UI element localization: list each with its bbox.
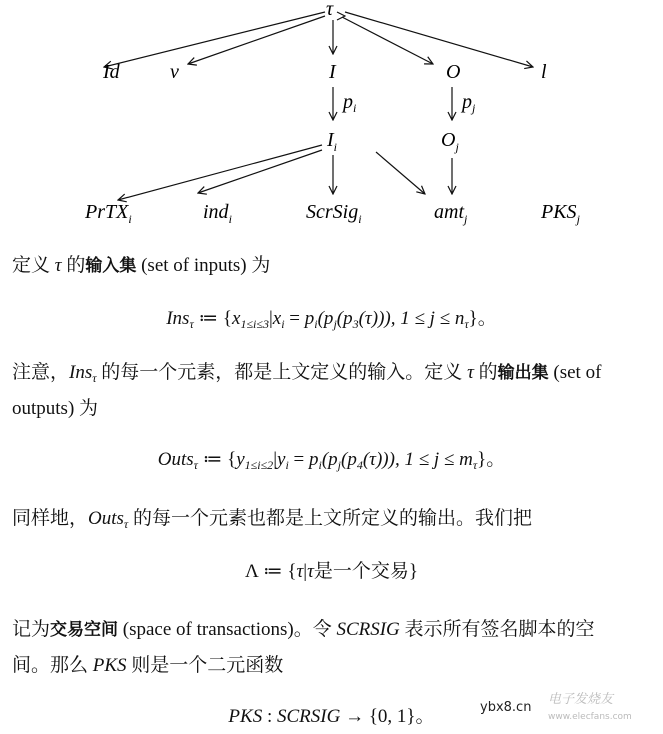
paragraph-note-line2: outputs) 为 [12,398,99,419]
node-ind: ind$_i$ [203,201,232,226]
equation-ins: Ins$_\tau$ ≔ {$x_{1\le i\le 3}|x_i = p_i(p_j(p_3(\tau)))$, $1 \le j \le n_\tau$}。 [166,308,497,331]
equation-outs: Outs$_\tau$ ≔ {$y_{1\le i\le 2}|y_i = p_i(p_j(p_4(\tau)))$, $1 \le j \le m_\tau$}。 [157,449,506,472]
text: 定义 [12,255,55,276]
term-transaction-space: 交易空间 [50,620,119,640]
watermark-url: www.elecfans.com [548,712,632,722]
term-input-set: 输入集 [85,256,137,276]
node-ii: $I_i$ [327,129,338,154]
node-scrsig: ScrSig$_i$ [306,201,362,226]
node-prtx: PrTX$_i$ [85,201,132,226]
edge-label-pi: $p_i$ [343,91,357,115]
node-pks: $PKS_j$ [541,201,580,226]
paragraph-input-set [12,250,270,277]
node-id: Id [103,61,120,83]
watermark-brand: 电子发烧友 [548,692,614,707]
term-output-set: 输出集 [497,363,549,383]
paragraph-note-line1: 注意，Ins$_\tau$ 的每一个元素，都是上文定义的输入。定义 τ 的输出集 (set of [12,362,602,385]
edge-label-pj: $p_j$ [462,91,476,115]
text: (set of inputs) 为 [136,255,271,276]
math-tau: τ [54,255,62,276]
node-oj: $O_j$ [441,129,459,154]
text: 的 [61,255,86,276]
paragraph-similarly: 同样地，Outs$_\tau$ 的每一个元素也都是上文所定义的输出。我们把 [12,508,532,531]
equation-lambda: Λ ≔ {τ|τ是一个交易} [244,561,419,582]
node-l: l [541,61,547,83]
transaction-tree-diagram [0,0,663,240]
paragraph-transaction-space-line1: 记为交易空间 (space of transactions)。令 SCRSIG 表示所有签名脚本的空 [12,619,595,640]
equation-pks: PKS : SCRSIG → {0, 1}。 [228,706,435,727]
node-o: O [446,61,461,83]
paragraph-transaction-space-line2: 间。那么 PKS 则是一个二元函数 [12,655,284,676]
node-amt: amt$_j$ [434,201,468,226]
node-tau: τ [326,0,334,20]
watermark-site: ybx8.cn [480,700,532,715]
node-v: v [170,61,179,83]
node-i: I [329,61,336,83]
